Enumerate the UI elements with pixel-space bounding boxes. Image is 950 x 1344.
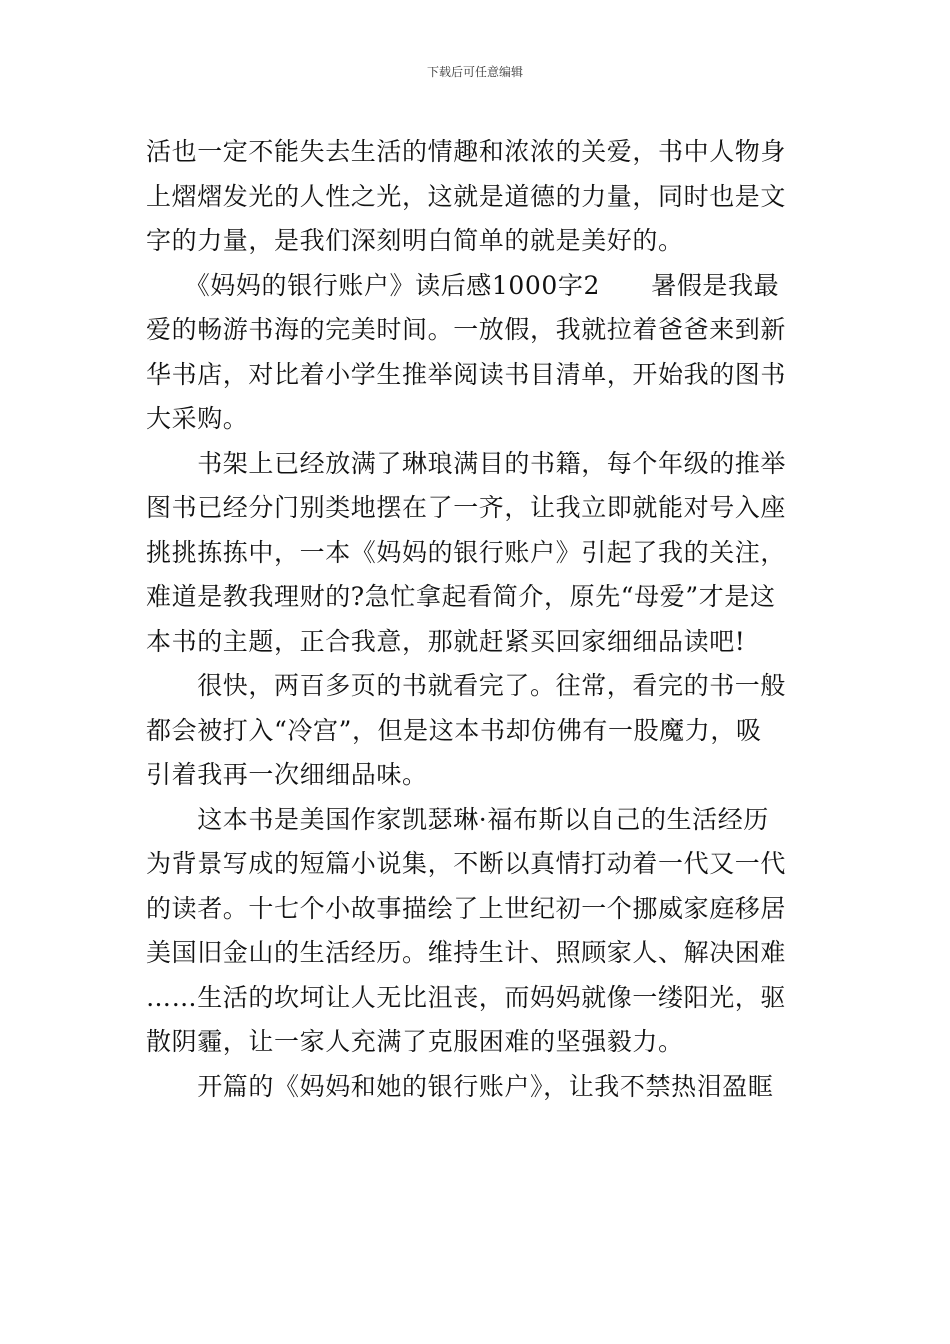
text-line: 为背景写成的短篇小说集，不断以真情打动着一代又一代 — [146, 849, 787, 878]
text-line: 的读者。十七个小故事描绘了上世纪初一个挪威家庭移居 — [146, 893, 787, 923]
text-line: 活也一定不能失去生活的情趣和浓浓的关爱，书中人物身 — [146, 137, 787, 166]
text-line: 书架上已经放满了琳琅满目的书籍，每个年级的推举 — [146, 448, 787, 478]
document-body — [146, 130, 808, 1109]
paragraph-1 — [146, 130, 808, 264]
text-line: 爱的畅游书海的完美时间。一放假，我就拉着爸爸来到新 — [146, 315, 787, 344]
text-line: 散阴霾，让一家人充满了克服困难的坚强毅力。 — [146, 1027, 684, 1056]
text-line: 大采购。 — [146, 404, 249, 433]
text-line: ……生活的坎坷让人无比沮丧，而妈妈就像一缕阳光，驱 — [146, 982, 787, 1012]
paragraph-3 — [146, 442, 808, 665]
text-line: 美国旧金山的生活经历。维持生计、照顾家人、解决困难 — [146, 938, 787, 967]
text-line: 图书已经分门别类地摆在了一齐，让我立即就能对号入座 — [146, 493, 787, 522]
paragraph-6 — [146, 1065, 808, 1110]
paragraph-2 — [146, 264, 808, 442]
text-line: 很快，两百多页的书就看完了。往常，看完的书一般 — [146, 671, 787, 700]
text-line: 上熠熠发光的人性之光，这就是道德的力量，同时也是文 — [146, 181, 787, 211]
text-line: 华书店，对比着小学生推举阅读书目清单，开始我的图书 — [146, 359, 787, 389]
text-line: 字的力量，是我们深刻明白简单的就是美好的。 — [146, 226, 684, 255]
text-line: 挑挑拣拣中，一本《妈妈的银行账户》引起了我的关注， — [146, 537, 787, 567]
text-line: 这本书是美国作家凯瑟琳·福布斯以自己的生活经历 — [146, 804, 769, 834]
paragraph-5 — [146, 798, 808, 1065]
text-line: 都会被打入“冷宫”，但是这本书却仿佛有一股魔力，吸 — [146, 715, 762, 745]
text-line: 《妈妈的银行账户》读后感1000字2 暑假是我最 — [146, 270, 780, 300]
paragraph-4 — [146, 664, 808, 798]
page-header: 下载后可任意编辑 — [426, 65, 523, 79]
text-line: 开篇的《妈妈和她的银行账户》，让我不禁热泪盈眶 — [146, 1071, 774, 1101]
text-line: 引着我再一次细细品味。 — [146, 760, 428, 789]
text-line: 难道是教我理财的?急忙拿起看简介，原先“母爱”才是这 — [146, 582, 776, 611]
text-line: 本书的主题，正合我意，那就赶紧买回家细细品读吧! — [146, 626, 746, 656]
